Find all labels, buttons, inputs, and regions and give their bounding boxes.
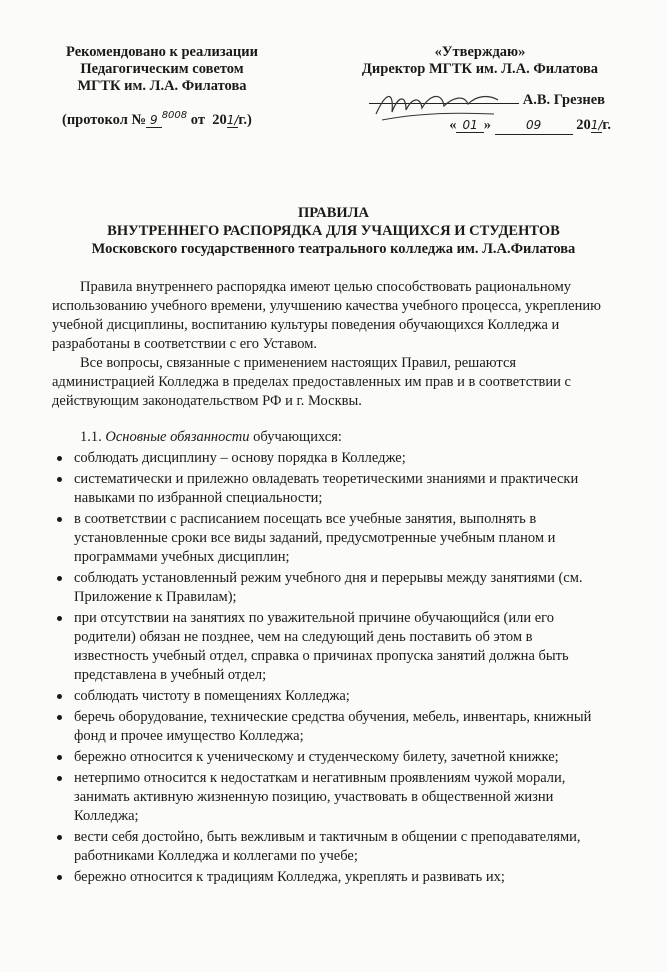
list-item: соблюдать дисциплину – основу порядка в Колледже; <box>52 449 607 468</box>
list-item: беречь оборудование, технические средства обучения, мебель, инвентарь, книжный фонд и прочее имущество Колледжа; <box>52 708 607 746</box>
date-open-quote: « <box>449 117 457 133</box>
approval-line2: Директор МГТК им. Л.А. Филатова <box>361 61 599 77</box>
director-signature <box>372 84 502 128</box>
section-title-rest: обучающихся: <box>253 429 342 445</box>
section-number: 1.1. <box>80 429 102 445</box>
protocol-year: 1/ <box>226 112 239 127</box>
list-item: систематически и прилежно овладевать теоретическими знаниями и практически навыками по избранной специальности; <box>52 470 607 508</box>
protocol-prefix: (протокол № <box>62 111 147 128</box>
title-line3: Московского государственного театрального колледжа им. Л.А.Филатова <box>91 241 576 257</box>
title-line2: ВНУТРЕННЕГО РАСПОРЯДКА ДЛЯ УЧАЩИХСЯ И СТУДЕНТОВ <box>107 223 560 239</box>
intro-paragraph-1: Правила внутреннего распорядка имеют целью способствовать рациональному использованию учебного времени, улучшению качества учебного процесса, укреплению учебной дисциплины, воспитанию культуры поведения обучающихся Колледжа и разработаны в соответствии с его Уставом. <box>52 279 601 352</box>
protocol-from: от <box>190 111 205 128</box>
section-title-italic: Основные обязанности <box>105 429 250 445</box>
date-year: 1/ <box>590 118 603 132</box>
list-item: бережно относится к ученическому и студенческому билету, зачетной книжке; <box>52 748 607 767</box>
date-suffix: г. <box>602 117 611 133</box>
protocol-line <box>62 107 282 129</box>
protocol-suffix: г.) <box>238 111 252 128</box>
list-item: вести себя достойно, быть вежливым и тактичным в общении с преподавателями, работниками Колледжа и коллегами по учебе; <box>52 828 607 866</box>
title-line1: ПРАВИЛА <box>298 205 369 221</box>
list-item: при отсутствии на занятиях по уважительной причине обучающийся (или его родители) обязан не позднее, чем на следующий день поставить об этом в известность учебный отдел, справка о причинах пропуска занятий должна быть представлена в учебный отдел; <box>52 609 607 685</box>
recommendation-line2: Педагогическим советом <box>80 61 244 77</box>
recommendation-line3: МГТК им. Л.А. Филатова <box>77 78 247 94</box>
recommendation-line1: Рекомендовано к реализации <box>66 44 258 60</box>
document-title <box>0 204 667 258</box>
date-month: 09 <box>495 117 573 135</box>
list-item: бережно относится к традициям Колледжа, укреплять и развивать их; <box>52 868 607 887</box>
section-heading <box>52 428 607 447</box>
date-year-prefix: 20 <box>576 117 591 133</box>
signer-name: А.В. Грезнев <box>522 92 605 108</box>
intro-paragraph-2: Все вопросы, связанные с применением настоящих Правил, решаются администрацией Колледжа в пределах предоставленных им прав и в соответствии с действующим законодательством РФ и г. Москвы. <box>52 355 571 409</box>
protocol-extra: 8008 <box>161 110 188 121</box>
date-close-quote: » <box>483 117 491 133</box>
list-item: соблюдать установленный режим учебного дня и перерывы между занятиями (см. Приложение к Правилам); <box>52 569 607 607</box>
date-day: 01 <box>456 118 483 133</box>
protocol-number: 9 <box>146 113 162 128</box>
obligations-list <box>52 449 607 887</box>
list-item: соблюдать чистоту в помещениях Колледжа; <box>52 687 607 706</box>
list-item: в соответствии с расписанием посещать все учебные занятия, выполнять в установленные сроки все виды заданий, предусмотренные учебным планом и программами учебных дисциплин; <box>52 510 607 567</box>
list-item: нетерпимо относится к недостаткам и негативным проявлениям чужой морали, занимать активную жизненную позицию, участвовать в общественной жизни Колледжа; <box>52 769 607 826</box>
recommendation-block <box>42 44 282 129</box>
protocol-year-prefix: 20 <box>212 111 227 128</box>
approval-line1: «Утверждаю» <box>434 44 526 60</box>
document-body <box>52 278 607 889</box>
